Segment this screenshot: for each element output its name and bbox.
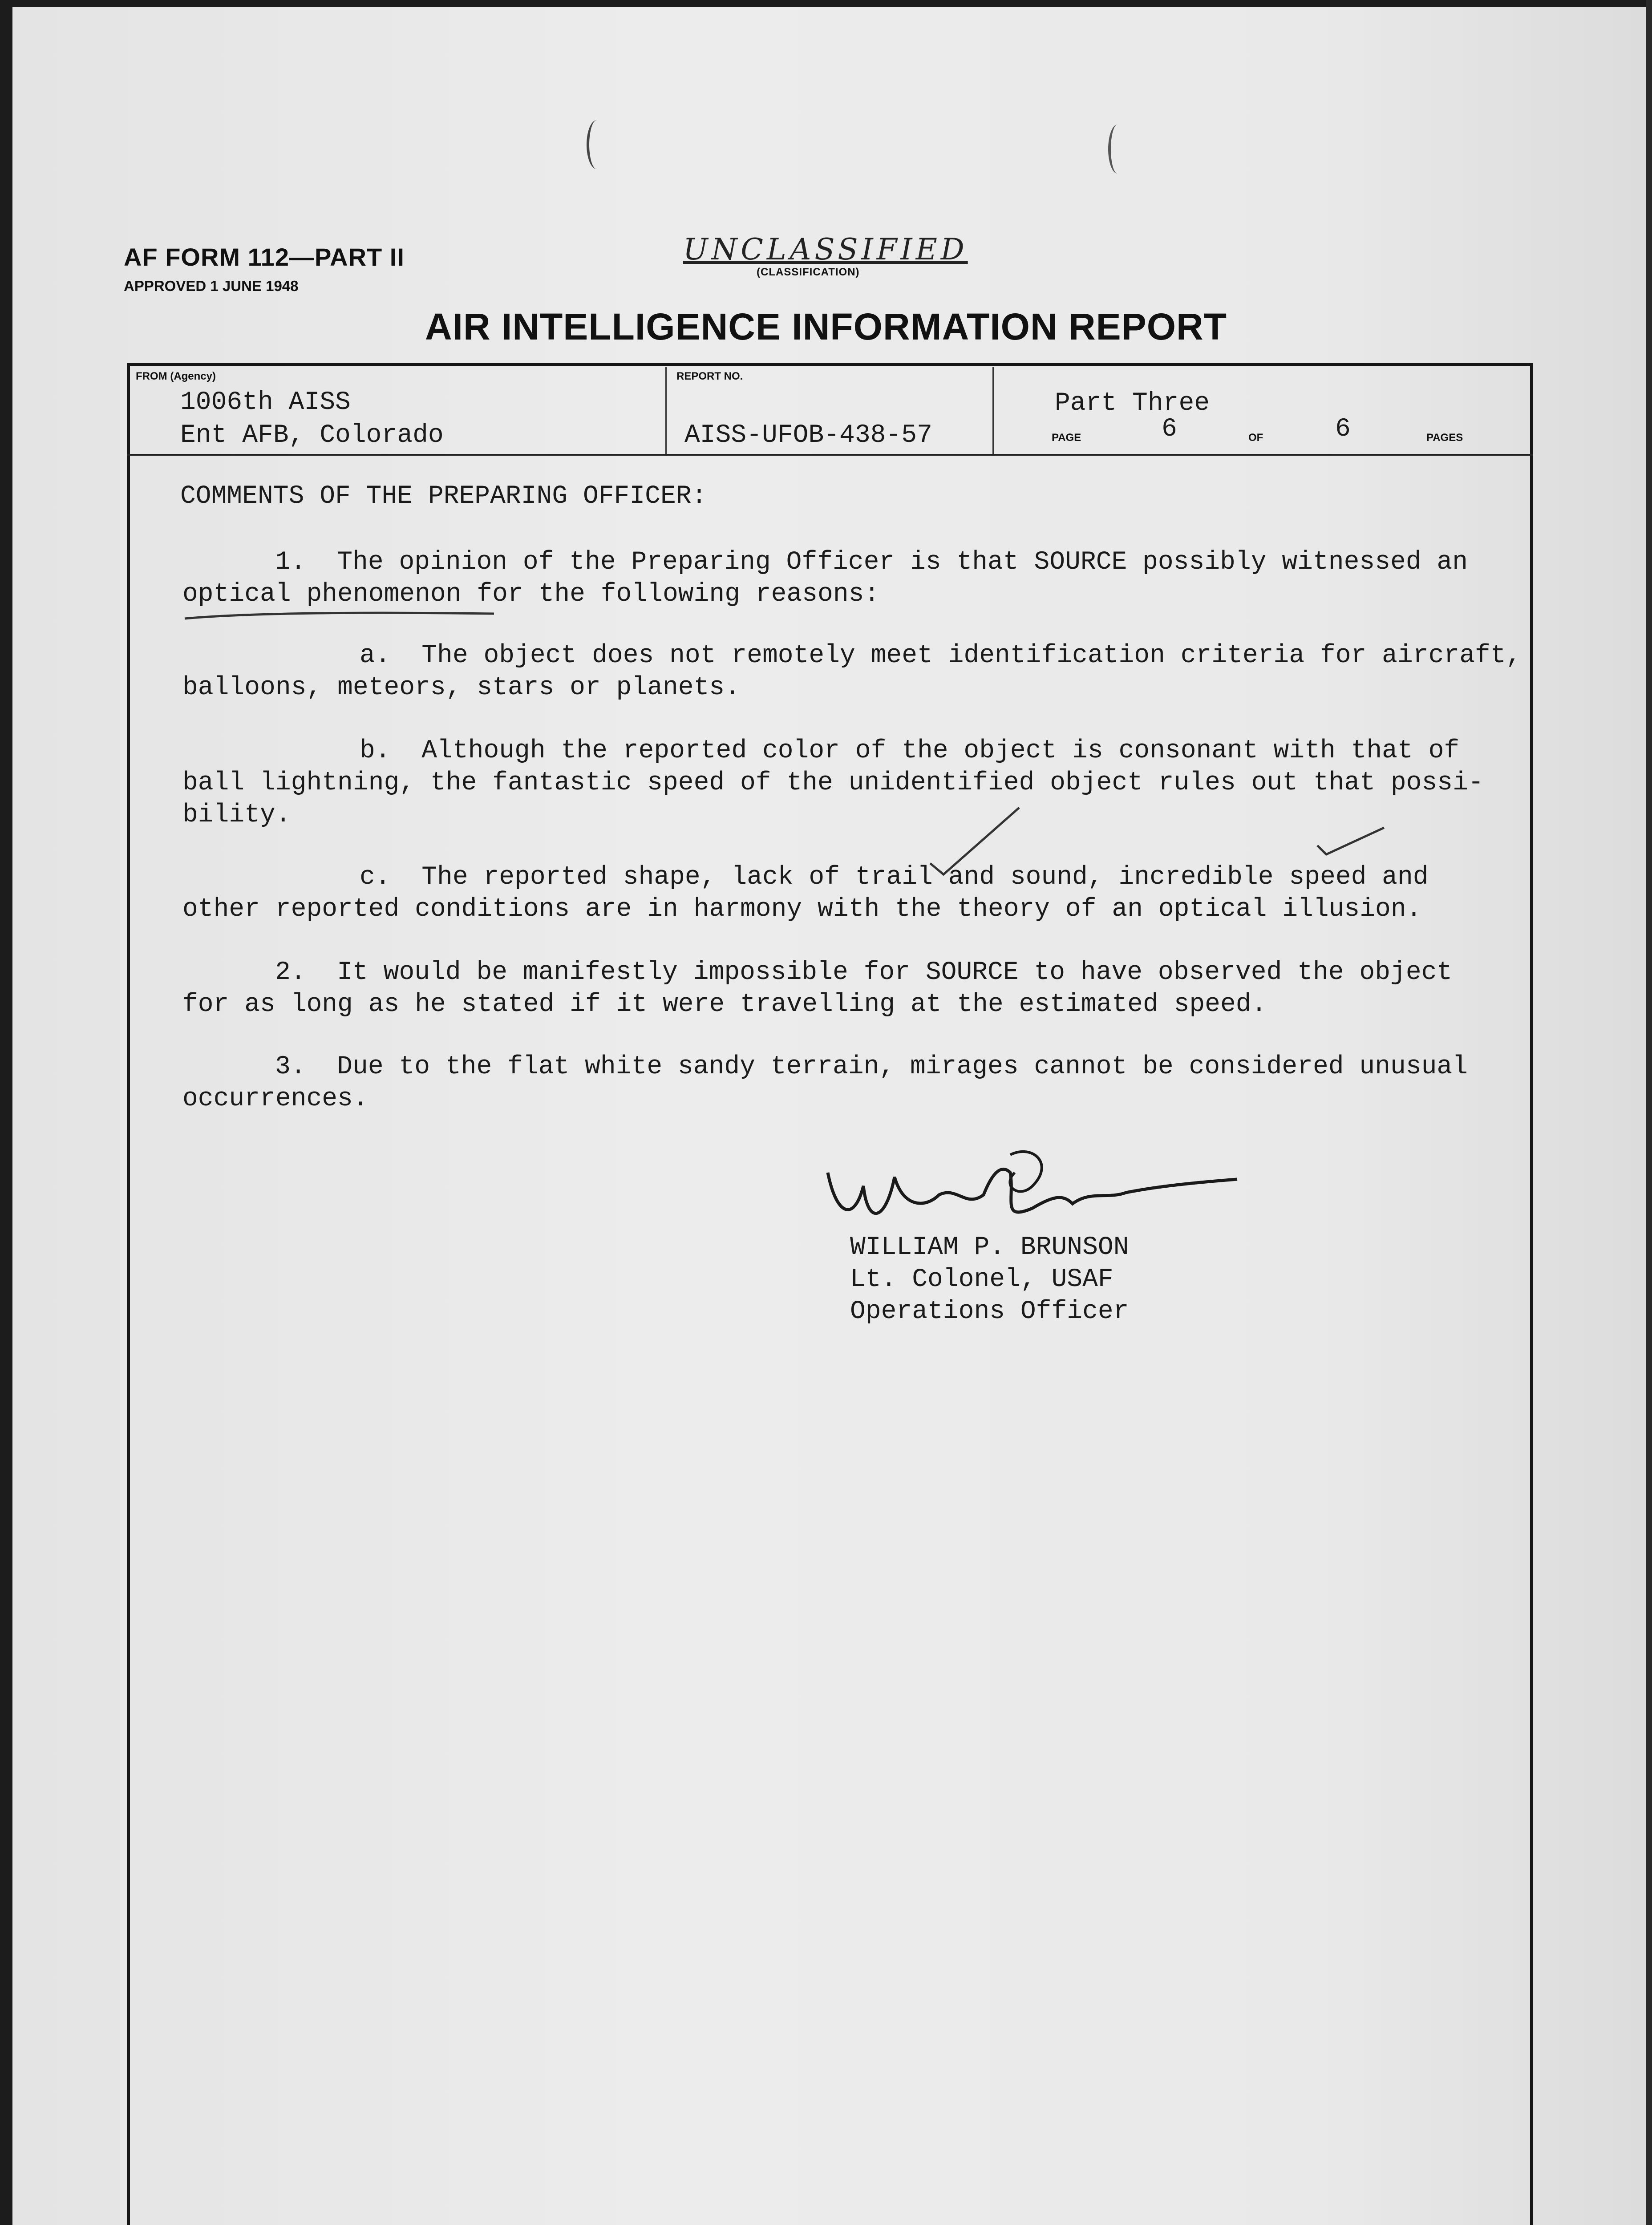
- paragraph-c-line-1: c. The reported shape, lack of trail and sound, incredible speed and: [360, 863, 1429, 892]
- header-divider: [127, 454, 1533, 456]
- paragraph-b-line-2: ball lightning, the fantastic speed of the unidentified object rules out that possi-: [182, 769, 1484, 797]
- paragraph-3-line-2: occurrences.: [182, 1084, 368, 1113]
- page-number: 6: [1162, 415, 1177, 444]
- report-no-label: REPORT NO.: [676, 370, 743, 382]
- signatory-name: WILLIAM P. BRUNSON: [850, 1233, 1129, 1262]
- section-heading: COMMENTS OF THE PREPARING OFFICER:: [180, 482, 707, 511]
- handwritten-signature: [823, 1146, 1251, 1244]
- paragraph-1-line-2: optical phenomenon for the following reasons:: [182, 580, 880, 609]
- signature-stroke: [828, 1169, 1237, 1213]
- paragraph-b-line-1: b. Although the reported color of the object is consonant with that of: [360, 736, 1460, 765]
- page-label: PAGE: [1052, 432, 1081, 444]
- signature-flourish: [1010, 1152, 1041, 1192]
- paragraph-2-line-1: 2. It would be manifestly impossible for SOURCE to have observed the object: [275, 958, 1453, 987]
- punch-mark-right: [1108, 125, 1127, 174]
- from-label: FROM (Agency): [136, 370, 216, 382]
- total-pages: 6: [1335, 415, 1351, 444]
- from-agency: 1006th AISS: [180, 388, 351, 417]
- pages-label: PAGES: [1426, 432, 1463, 444]
- handwritten-underline: [182, 607, 503, 625]
- checkmark-speed: [1317, 828, 1384, 854]
- from-location: Ent AFB, Colorado: [180, 421, 444, 450]
- paragraph-3-line-1: 3. Due to the flat white sandy terrain, mirages cannot be considered unusual: [275, 1052, 1468, 1081]
- paragraph-c-line-2: other reported conditions are in harmony with the theory of an optical illusion.: [182, 895, 1422, 924]
- paragraph-a-line-2: balloons, meteors, stars or planets.: [182, 673, 741, 702]
- signatory-position: Operations Officer: [850, 1297, 1129, 1326]
- classification-top: UNCLASSIFIED: [683, 232, 968, 267]
- paragraph-1-line-1: 1. The opinion of the Preparing Officer is that SOURCE possibly witnessed an: [275, 548, 1468, 577]
- divider-report-page: [992, 367, 994, 454]
- approved-date: APPROVED 1 JUNE 1948: [124, 278, 299, 294]
- punch-mark-left: [587, 120, 607, 169]
- paragraph-2-line-2: for as long as he stated if it were travelling at the estimated speed.: [182, 990, 1267, 1019]
- form-number: AF FORM 112—PART II: [124, 243, 405, 271]
- report-number: AISS-UFOB-438-57: [684, 421, 932, 450]
- paragraph-b-line-3: bility.: [182, 801, 291, 829]
- report-title: AIR INTELLIGENCE INFORMATION REPORT: [425, 306, 1227, 348]
- signatory-rank: Lt. Colonel, USAF: [850, 1265, 1113, 1294]
- underline-stroke: [185, 613, 494, 619]
- classification-caption-top: (CLASSIFICATION): [757, 266, 860, 278]
- report-part: Part Three: [1055, 389, 1210, 418]
- of-label: OF: [1248, 432, 1263, 444]
- divider-from-report: [665, 367, 667, 454]
- paragraph-a-line-1: a. The object does not remotely meet identification criteria for aircraft,: [360, 641, 1522, 670]
